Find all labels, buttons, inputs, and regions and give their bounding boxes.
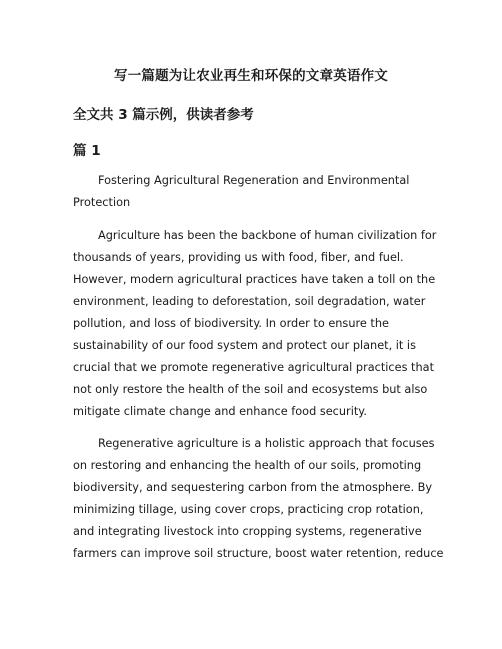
paragraph-line: thousands of years, providing us with food, fiber, and fuel. [73, 251, 404, 264]
essay-title-line: Fostering Agricultural Regeneration and Environmental [98, 174, 410, 187]
document-title: 写一篇题为让农业再生和环保的文章英语作文 [114, 68, 388, 84]
essay-title [73, 170, 435, 214]
paragraph-line: not only restore the health of the soil and ecosystems but also [73, 383, 428, 396]
paragraph-2 [73, 433, 444, 565]
paragraph-line: Regenerative agriculture is a holistic approach that focuses [98, 437, 435, 450]
essay-body [73, 170, 444, 575]
paragraph-line: crucial that we promote regenerative agricultural practices that [73, 361, 435, 374]
paragraph-line: mitigate climate change and enhance food security. [73, 405, 367, 418]
paragraph-line: biodiversity, and sequestering carbon from the atmosphere. By [73, 481, 433, 494]
paragraph-line: minimizing tillage, using cover crops, practicing crop rotation, [73, 503, 424, 516]
essay-title-line: Protection [73, 196, 131, 209]
paragraph-line: and integrating livestock into cropping systems, regenerative [73, 525, 422, 538]
section-heading: 篇 1 [73, 143, 101, 159]
paragraph-line: Agriculture has been the backbone of human civilization for [98, 229, 437, 242]
paragraph-line: sustainability of our food system and protect our planet, it is [73, 339, 416, 352]
paragraph-line: However, modern agricultural practices have taken a toll on the [73, 273, 436, 286]
paragraph-line: pollution, and loss of biodiversity. In order to ensure the [73, 317, 389, 330]
paragraph-1 [73, 225, 435, 423]
paragraph-line: on restoring and enhancing the health of our soils, promoting [73, 459, 422, 472]
paragraph-line: farmers can improve soil structure, boost water retention, reduce [73, 547, 444, 560]
paragraph-line: environment, leading to deforestation, soil degradation, water [73, 295, 426, 308]
document-subtitle: 全文共 3 篇示例，供读者参考 [73, 107, 254, 123]
